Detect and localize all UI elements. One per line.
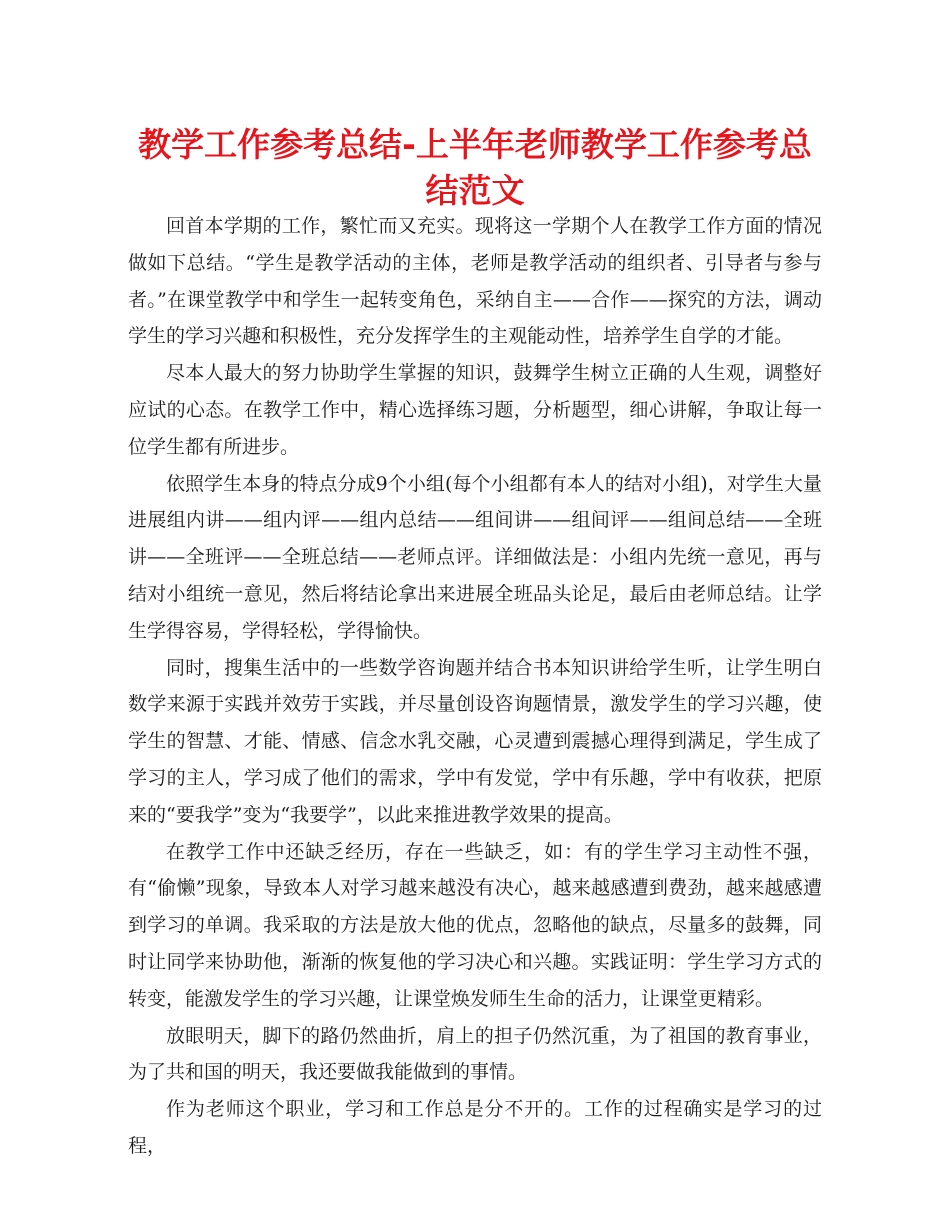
paragraph-3: 依照学生本身的特点分成9个小组(每个小组都有本人的结对小组)，对学生大量进展组内讲——组内评——组内总结——组间讲——组间评——组间总结——全班讲——全班评——全班总结——老师点评。详细做法是：小组内先统一意见，再与结对小组统一意见，然后将结论拿出来进展全班品头论足，最后由老师总结。让学生学得容易，学得轻松，学得愉快。: [128, 472, 822, 642]
paragraph-4: 同时，搜集生活中的一些数学咨询题并结合书本知识讲给学生听，让学生明白数学来源于实践并效劳于实践，并尽量创设咨询题情景，激发学生的学习兴趣，使学生的智慧、才能、情感、信念水乳交融，心灵遭到震撼心理得到满足，学生成了学习的主人，学习成了他们的需求，学中有发觉，学中有乐趣，学中有收获，把原来的“要我学”变为“我要学”，以此来推进教学效果的提高。: [128, 656, 822, 826]
document-body: [128, 208, 822, 1165]
paragraph-2: 尽本人最大的努力协助学生掌握的知识，鼓舞学生树立正确的人生观，调整好应试的心态。在教学工作中，精心选择练习题，分析题型，细心讲解，争取让每一位学生都有所进步。: [128, 362, 822, 458]
document-title: 教学工作参考总结-上半年老师教学工作参考总结范文: [138, 125, 812, 210]
paragraph-6: 放眼明天，脚下的路仍然曲折，肩上的担子仍然沉重，为了祖国的教育事业，为了共和国的明天，我还要做我能做到的事情。: [128, 1024, 822, 1084]
paragraph-7: 作为老师这个职业，学习和工作总是分不开的。工作的过程确实是学习的过程，: [128, 1098, 822, 1157]
paragraph-1: 回首本学期的工作，繁忙而又充实。现将这一学期个人在教学工作方面的情况做如下总结。“学生是教学活动的主体，老师是教学活动的组织者、引导者与参与者。”在课堂教学中和学生一起转变角色，采纳自主——合作——探究的方法，调动学生的学习兴趣和积极性，充分发挥学生的主观能动性，培养学生自学的才能。: [128, 215, 822, 348]
paragraph-5: 在教学工作中还缺乏经历，存在一些缺乏，如：有的学生学习主动性不强，有“偷懒”现象，导致本人对学习越来越没有决心，越来越感遭到费劲，越来越感遭到学习的单调。我采取的方法是放大他的优点，忽略他的缺点，尽量多的鼓舞，同时让同学来协助他，渐渐的恢复他的学习决心和兴趣。实践证明：学生学习方式的转变，能激发学生的学习兴趣，让课堂焕发师生生命的活力，让课堂更精彩。: [128, 840, 822, 1010]
